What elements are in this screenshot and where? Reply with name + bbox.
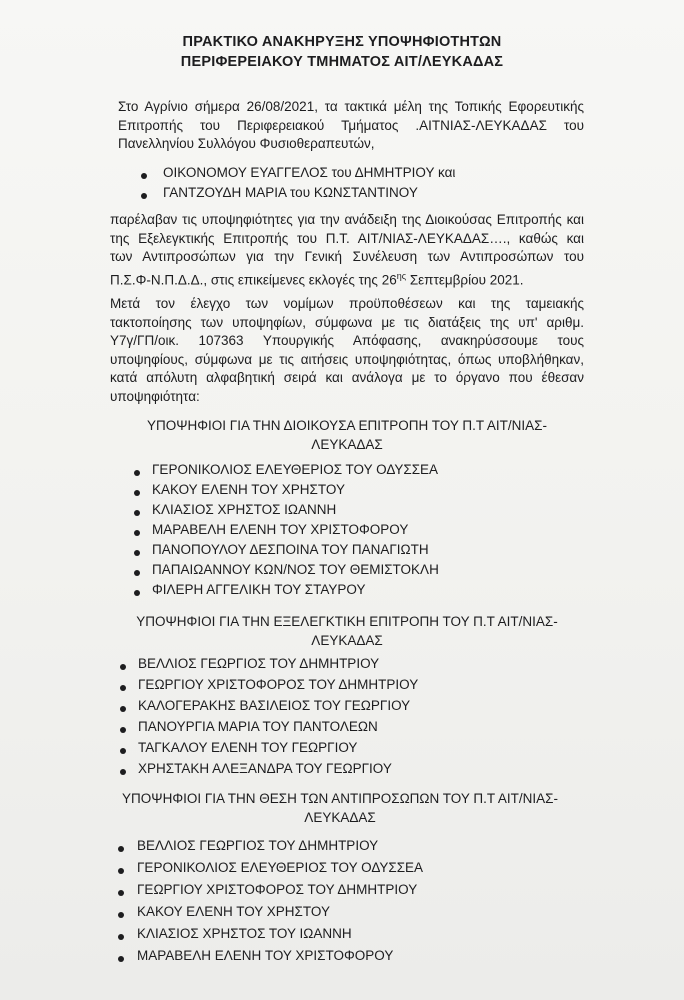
ordinal-superscript: ης [396,270,407,281]
bullet-icon [120,748,126,754]
list-item: ΚΛΙΑΣΙΟΣ ΧΡΗΣΤΟΣ ΤΟΥ ΙΩΑΝΝΗ [137,926,352,941]
intro-line: Επιτροπής του Περιφερειακού Τμήματος .ΑΙΤΝΙΑΣ-ΛΕΥΚΑΔΑΣ του [118,117,584,133]
list-item: ΠΑΝΟΥΡΓΙΑ ΜΑΡΙΑ ΤΟΥ ΠΑΝΤΟΛΕΩΝ [138,719,378,734]
paragraph-line: υποψηφίους, σύμφωνα με τις αιτήσεις υποψηφιότητας, όπως υποβλήθηκαν, [110,351,584,367]
section-heading-line: ΛΕΥΚΑΔΑΣ [311,437,383,452]
paragraph-line: των Αντιπροσώπων για την Γενική Συνέλευση των Αντιπροσώπων του [110,249,584,264]
section-heading-line: ΥΠΟΨΗΦΙΟΙ ΓΙΑ ΤΗΝ ΔΙΟΙΚΟΥΣΑ ΕΠΙΤΡΟΠΗ ΤΟΥ Π.Τ ΑΙΤ/ΝΙΑΣ- [147,418,547,433]
paragraph-line: κατά απόλυτη αλφαβητική σειρά και ανάλογα με το όργανο που έθεσαν [110,370,584,385]
list-item: ΠΑΝΟΠΟΥΛΟΥ ΔΕΣΠΟΙΝΑ ΤΟΥ ΠΑΝΑΓΙΩΤΗ [152,542,429,557]
paragraph-line: παρέλαβαν τις υποψηφιότητες για την ανάδειξη της Διοικούσας Επιτροπής και [110,212,584,227]
list-item: ΓΕΡΟΝΙΚΟΛΙΟΣ ΕΛΕΥΘΕΡΙΟΣ ΤΟΥ ΟΔΥΣΣΕΑ [152,462,439,477]
list-item: ΠΑΠΑΙΩΑΝΝΟΥ ΚΩΝ/ΝΟΣ ΤΟΥ ΘΕΜΙΣΤΟΚΛΗ [152,562,439,577]
bullet-icon [134,510,140,516]
list-item: ΧΡΗΣΤΑΚΗ ΑΛΕΞΑΝΔΡΑ ΤΟΥ ΓΕΩΡΓΙΟΥ [138,761,392,776]
list-item: ΤΑΓΚΑΛΟΥ ΕΛΕΝΗ ΤΟΥ ΓΕΩΡΓΙΟΥ [138,740,358,755]
list-item: ΓΕΩΡΓΙΟΥ ΧΡΙΣΤΟΦΟΡΟΣ ΤΟΥ ΔΗΜΗΤΡΙΟΥ [137,882,418,897]
bullet-icon [120,769,126,775]
bullet-icon [118,846,124,852]
bullet-icon [134,470,140,476]
bullet-icon [134,570,140,576]
bullet-icon [141,193,147,199]
list-item: ΒΕΛΛΙΟΣ ΓΕΩΡΓΙΟΣ ΤΟΥ ΔΗΜΗΤΡΙΟΥ [138,656,380,671]
section-heading-line: ΛΕΥΚΑΔΑΣ [304,810,376,825]
bullet-icon [120,664,126,670]
paragraph-line: της Εξελεγκτικής Επιτροπής του Π.Τ. ΑΙΤ/ΝΙΑΣ-ΛΕΥΚΑΔΑΣ…., καθώς και [110,230,584,246]
bullet-icon [118,890,124,896]
list-item: ΚΑΚΟΥ ΕΛΕΝΗ ΤΟΥ ΧΡΗΣΤΟΥ [137,904,330,919]
bullet-icon [134,590,140,596]
paragraph-line: υποψηφιότητα: [110,388,200,404]
bullet-icon [141,173,147,179]
bullet-icon [118,956,124,962]
paragraph-line: Υ7γ/ΓΠ/οικ. 107363 Υπουργικής Απόφασης, ανακηρύσσουμε τους [110,333,584,348]
list-item: ΚΑΛΟΓΕΡΑΚΗΣ ΒΑΣΙΛΕΙΟΣ ΤΟΥ ΓΕΩΡΓΙΟΥ [138,698,411,713]
committee-member: ΟΙΚΟΝΟΜΟΥ ΕΥΑΓΓΕΛΟΣ του ΔΗΜΗΤΡΙΟΥ και [163,165,456,180]
declaration-paragraph [110,295,584,406]
bullet-icon [120,706,126,712]
bullet-icon [134,550,140,556]
section-heading-line: ΥΠΟΨΗΦΙΟΙ ΓΙΑ ΤΗΝ ΕΞΕΛΕΓΚΤΙΚΗ ΕΠΙΤΡΟΠΗ ΤΟΥ Π.Τ ΑΙΤ/ΝΙΑΣ- [136,614,558,629]
section-heading-representatives [96,789,584,827]
document-title-line2: ΠΕΡΙΦΕΡΕΙΑΚΟΥ ΤΜΗΜΑΤΟΣ ΑΙΤ/ΛΕΥΚΑΔΑΣ [180,54,504,70]
section-heading-board [110,416,584,454]
receipt-paragraph [110,211,584,290]
list-item: ΚΛΙΑΣΙΟΣ ΧΡΗΣΤΟΣ ΙΩΑΝΝΗ [152,502,337,517]
section-heading-audit [110,612,584,650]
section-heading-line: ΥΠΟΨΗΦΙΟΙ ΓΙΑ ΤΗΝ ΘΕΣΗ ΤΩΝ ΑΝΤΙΠΡΟΣΩΠΩΝ ΤΟΥ Π.Τ ΑΙΤ/ΝΙΑΣ- [122,791,558,806]
intro-line: Πανελληνίου Συλλόγου Φυσιοθεραπευτών, [118,136,375,151]
list-item: ΚΑΚΟΥ ΕΛΕΝΗ ΤΟΥ ΧΡΗΣΤΟΥ [152,482,345,497]
bullet-icon [118,934,124,940]
election-date-tail: Σεπτεμβρίου 2021. [406,272,524,287]
paragraph-line [110,267,584,290]
section-heading-line: ΛΕΥΚΑΔΑΣ [311,633,383,648]
committee-member: ΓΑΝΤΖΟΥΔΗ ΜΑΡΙΑ του ΚΩΝΣΤΑΝΤΙΝΟΥ [163,185,418,200]
election-date-text: Π.Σ.Φ-Ν.Π.Δ.Δ., στις επικείμενες εκλογές της 26 [110,272,397,287]
paragraph-line: Μετά τον έλεγχο των νομίμων προϋποθέσεων και της ταμειακής [110,296,584,311]
intro-line: Στο Αγρίνιο σήμερα 26/08/2021, τα τακτικά μέλη της Τοπικής Εφορευτικής [118,99,584,114]
document-title-line1: ΠΡΑΚΤΙΚΟ ΑΝΑΚΗΡΥΞΗΣ ΥΠΟΨΗΦΙΟΤΗΤΩΝ [182,34,502,50]
bullet-icon [118,912,124,918]
bullet-icon [134,530,140,536]
bullet-icon [134,490,140,496]
bullet-icon [120,685,126,691]
paragraph-line: τακτοποίησης των υποψηφίων, σύμφωνα με τις διατάξεις της υπ' αριθμ. [110,314,584,330]
bullet-icon [120,727,126,733]
list-item: ΒΕΛΛΙΟΣ ΓΕΩΡΓΙΟΣ ΤΟΥ ΔΗΜΗΤΡΙΟΥ [137,838,379,853]
intro-paragraph [118,98,584,154]
list-item: ΜΑΡΑΒΕΛΗ ΕΛΕΝΗ ΤΟΥ ΧΡΙΣΤΟΦΟΡΟΥ [137,948,394,963]
bullet-icon [118,868,124,874]
list-item: ΦΙΛΕΡΗ ΑΓΓΕΛΙΚΗ ΤΟΥ ΣΤΑΥΡΟΥ [152,582,366,597]
list-item: ΓΕΡΟΝΙΚΟΛΙΟΣ ΕΛΕΥΘΕΡΙΟΣ ΤΟΥ ΟΔΥΣΣΕΑ [137,860,424,875]
list-item: ΓΕΩΡΓΙΟΥ ΧΡΙΣΤΟΦΟΡΟΣ ΤΟΥ ΔΗΜΗΤΡΙΟΥ [138,677,419,692]
list-item: ΜΑΡΑΒΕΛΗ ΕΛΕΝΗ ΤΟΥ ΧΡΙΣΤΟΦΟΡΟΥ [152,522,409,537]
